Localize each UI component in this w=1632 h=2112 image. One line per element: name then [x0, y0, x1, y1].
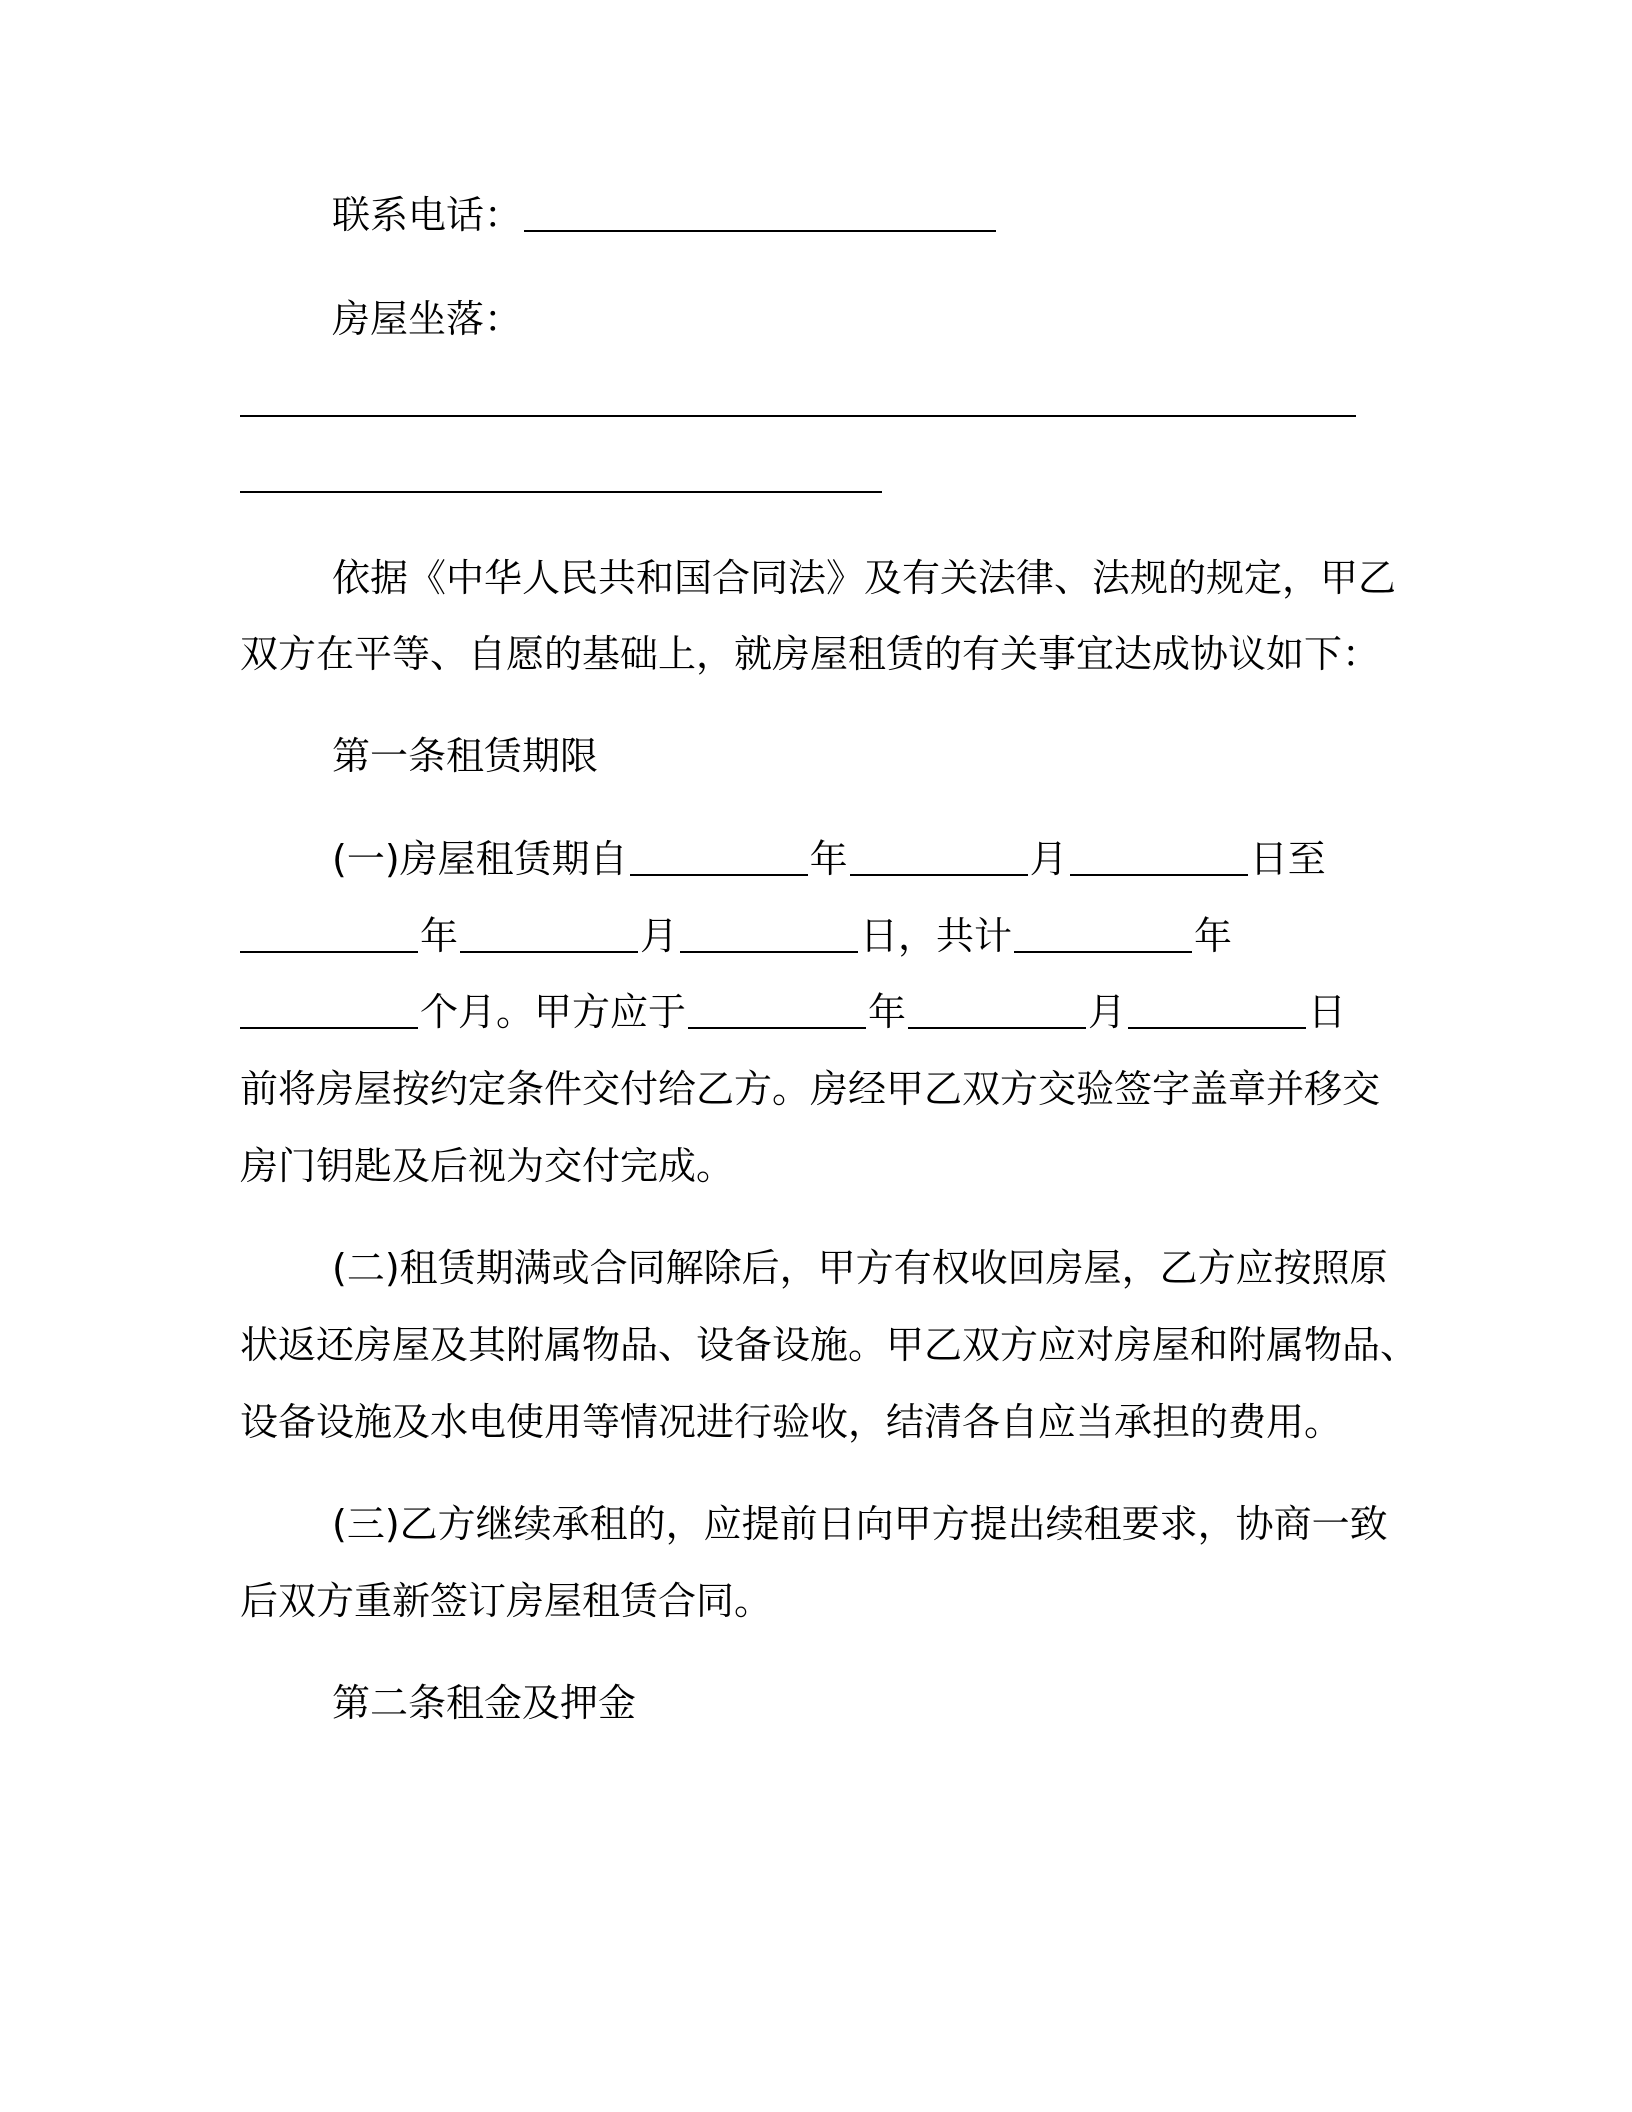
delivery-day-blank[interactable] [1128, 1027, 1306, 1029]
month-label: 月 [1029, 837, 1068, 881]
clause1-line-2 [240, 911, 1232, 961]
day-total-label: 日，共计 [860, 914, 1013, 958]
clause1-line-5: 房门钥匙及后视为交付完成。 [240, 1144, 735, 1188]
start-day-blank[interactable] [1070, 874, 1248, 876]
end-day-blank[interactable] [680, 951, 858, 953]
clause1-prefix: (一)房屋租赁期自 [332, 837, 628, 881]
house-location-line [332, 294, 522, 344]
end-year-blank[interactable] [240, 951, 418, 953]
delivery-month-blank[interactable] [908, 1027, 1086, 1029]
start-year-blank[interactable] [630, 874, 808, 876]
total-months-blank[interactable] [240, 1027, 418, 1029]
article2-title: 第二条租金及押金 [332, 1681, 637, 1725]
clause2-line-1: (二)租赁期满或合同解除后，甲方有权收回房屋，乙方应按照原 [332, 1246, 1388, 1290]
year-label: 年 [868, 990, 907, 1034]
clause1-line-1 [332, 834, 1326, 884]
clause1-line-3 [240, 987, 1346, 1037]
house-location-blank-2[interactable] [240, 491, 882, 493]
day-label: 日 [1308, 990, 1347, 1034]
contact-phone-label: 联系电话： [332, 193, 523, 237]
clause2-line-3: 设备设施及水电使用等情况进行验收，结清各自应当承担的费用。 [240, 1400, 1343, 1444]
year-label: 年 [1194, 914, 1233, 958]
end-month-blank[interactable] [460, 951, 638, 953]
month-label: 月 [1088, 990, 1127, 1034]
clause2-line-2: 状返还房屋及其附属物品、设备设施。甲乙双方应对房屋和附属物品、 [240, 1323, 1419, 1367]
clause3-line-1: (三)乙方继续承租的，应提前日向甲方提出续租要求，协商一致 [332, 1502, 1388, 1546]
clause3-line-2: 后双方重新签订房屋租赁合同。 [240, 1579, 773, 1623]
year-label: 年 [420, 914, 459, 958]
delivery-year-blank[interactable] [688, 1027, 866, 1029]
preamble-line-2: 双方在平等、自愿的基础上，就房屋租赁的有关事宜达成协议如下： [240, 632, 1381, 676]
preamble-line-1: 依据《中华人民共和国合同法》及有关法律、法规的规定，甲乙 [332, 556, 1397, 600]
contact-phone-line [332, 190, 998, 240]
start-month-blank[interactable] [850, 874, 1028, 876]
total-years-blank[interactable] [1014, 951, 1192, 953]
article1-title: 第一条租赁期限 [332, 734, 599, 778]
day-to-label: 日至 [1249, 837, 1326, 881]
months-then-label: 个月。甲方应于 [420, 990, 687, 1034]
month-label: 月 [640, 914, 679, 958]
house-location-blank-1[interactable] [240, 415, 1356, 417]
house-location-label: 房屋坐落： [332, 297, 523, 341]
clause1-line-4: 前将房屋按约定条件交付给乙方。房经甲乙双方交验签字盖章并移交 [240, 1067, 1381, 1111]
year-label: 年 [809, 837, 848, 881]
contact-phone-blank[interactable] [524, 230, 996, 232]
